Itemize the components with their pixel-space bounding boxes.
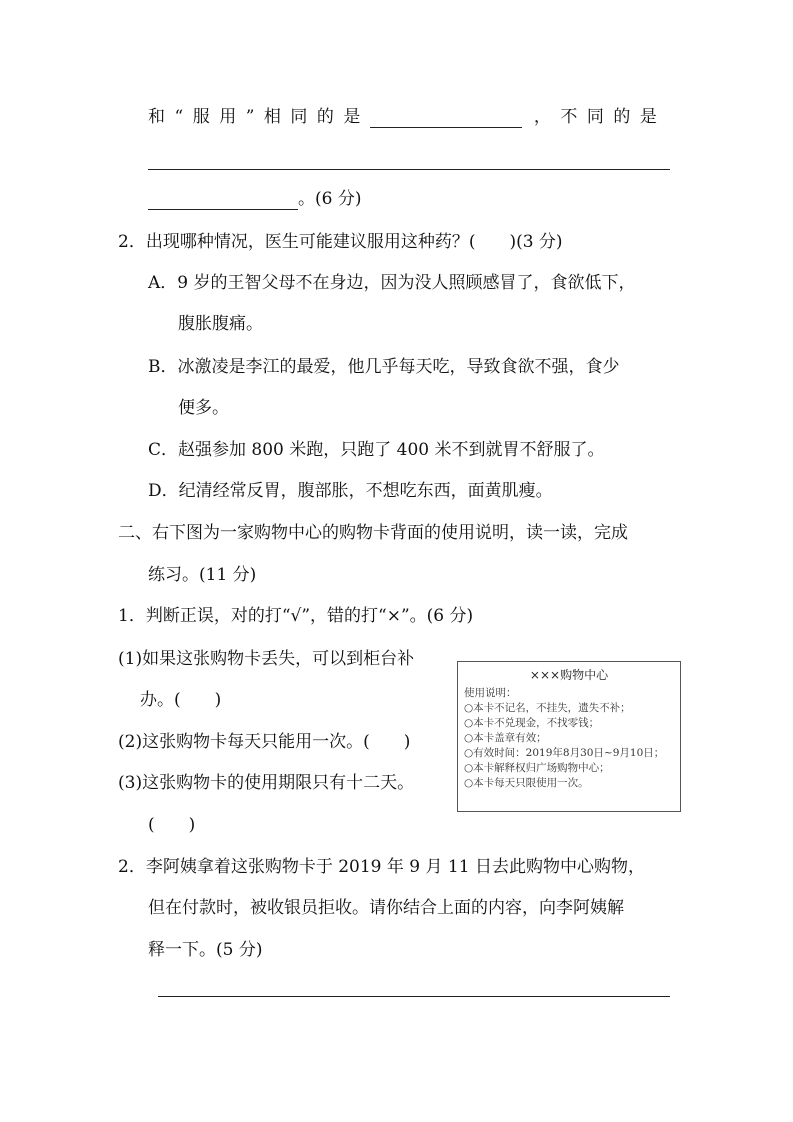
q2-option-d: D．纪清经常反胃，腹部胀，不想吃东西，面黄肌瘦。 [148,481,553,501]
q1-line1 [148,106,666,128]
section2-q2-line2: 但在付款时，被收银员拒收。请你结合上面的内容，向李阿姨解 [148,898,624,918]
q2-option-b-line2: 便多。 [178,398,229,418]
answer-blank[interactable] [370,113,522,128]
judge-item-3-line1: (3)这张购物卡的使用期限只有十二天。 [118,773,415,793]
card-rule: ○本卡不兑现金，不找零钱； [464,717,600,729]
answer-line[interactable] [158,996,670,997]
answer-line[interactable] [148,169,670,170]
q1-line3 [148,188,361,210]
q2-option-c: C．赵强参加 800 米跑，只跑了 400 米不到就胃不舒服了。 [148,440,605,460]
judge-item-2: (2)这张购物卡每天只能用一次。( ) [118,732,411,752]
card-rule: ○本卡不记名，不挂失，遗失不补； [464,702,631,714]
card-title: ×××购物中心 [529,668,609,682]
card-rule: ○本卡盖章有效； [464,732,547,744]
card-subtitle: 使用说明： [464,687,517,699]
judge-stem: 1．判断正误，对的打“√”，错的打“×”。(6 分) [118,606,474,626]
judge-item-3-line2: ( ) [148,815,196,835]
q2-option-a-line1: A．9 岁的王智父母不在身边，因为没人照顾感冒了，食欲低下， [148,273,636,293]
section2-q2-line3: 释一下。(5 分) [148,940,263,960]
shopping-card-instructions [457,661,681,812]
card-rule: ○有效时间：2019年8月30日~9月10日； [464,747,665,759]
card-rule: ○本卡解释权归广场购物中心； [464,762,610,774]
q2-stem: 2．出现哪种情况，医生可能建议服用这种药？( )(3 分) [118,232,563,252]
q1-text-b: ，不同的是 [533,107,667,127]
section2-heading-line2: 练习。(11 分) [148,565,257,585]
q1-score: 。(6 分) [298,189,362,209]
q2-option-b-line1: B．冰激凌是李江的最爱，他几乎每天吃，导致食欲不强，食少 [148,357,620,377]
section2-heading-line1: 二、右下图为一家购物中心的购物卡背面的使用说明，读一读，完成 [118,523,628,543]
judge-item-1-line1: (1)如果这张购物卡丢失，可以到柜台补 [118,649,415,669]
judge-item-1-line2: 办。( ) [140,690,222,710]
card-rule: ○本卡每天只限使用一次。 [464,777,589,789]
q2-option-a-line2: 腹胀腹痛。 [178,314,263,334]
answer-blank[interactable] [148,195,298,210]
q1-text-a: 和“服用”相同的是 [148,107,370,127]
section2-q2-line1: 2．李阿姨拿着这张购物卡于 2019 年 9 月 11 日去此购物中心购物， [118,857,645,877]
